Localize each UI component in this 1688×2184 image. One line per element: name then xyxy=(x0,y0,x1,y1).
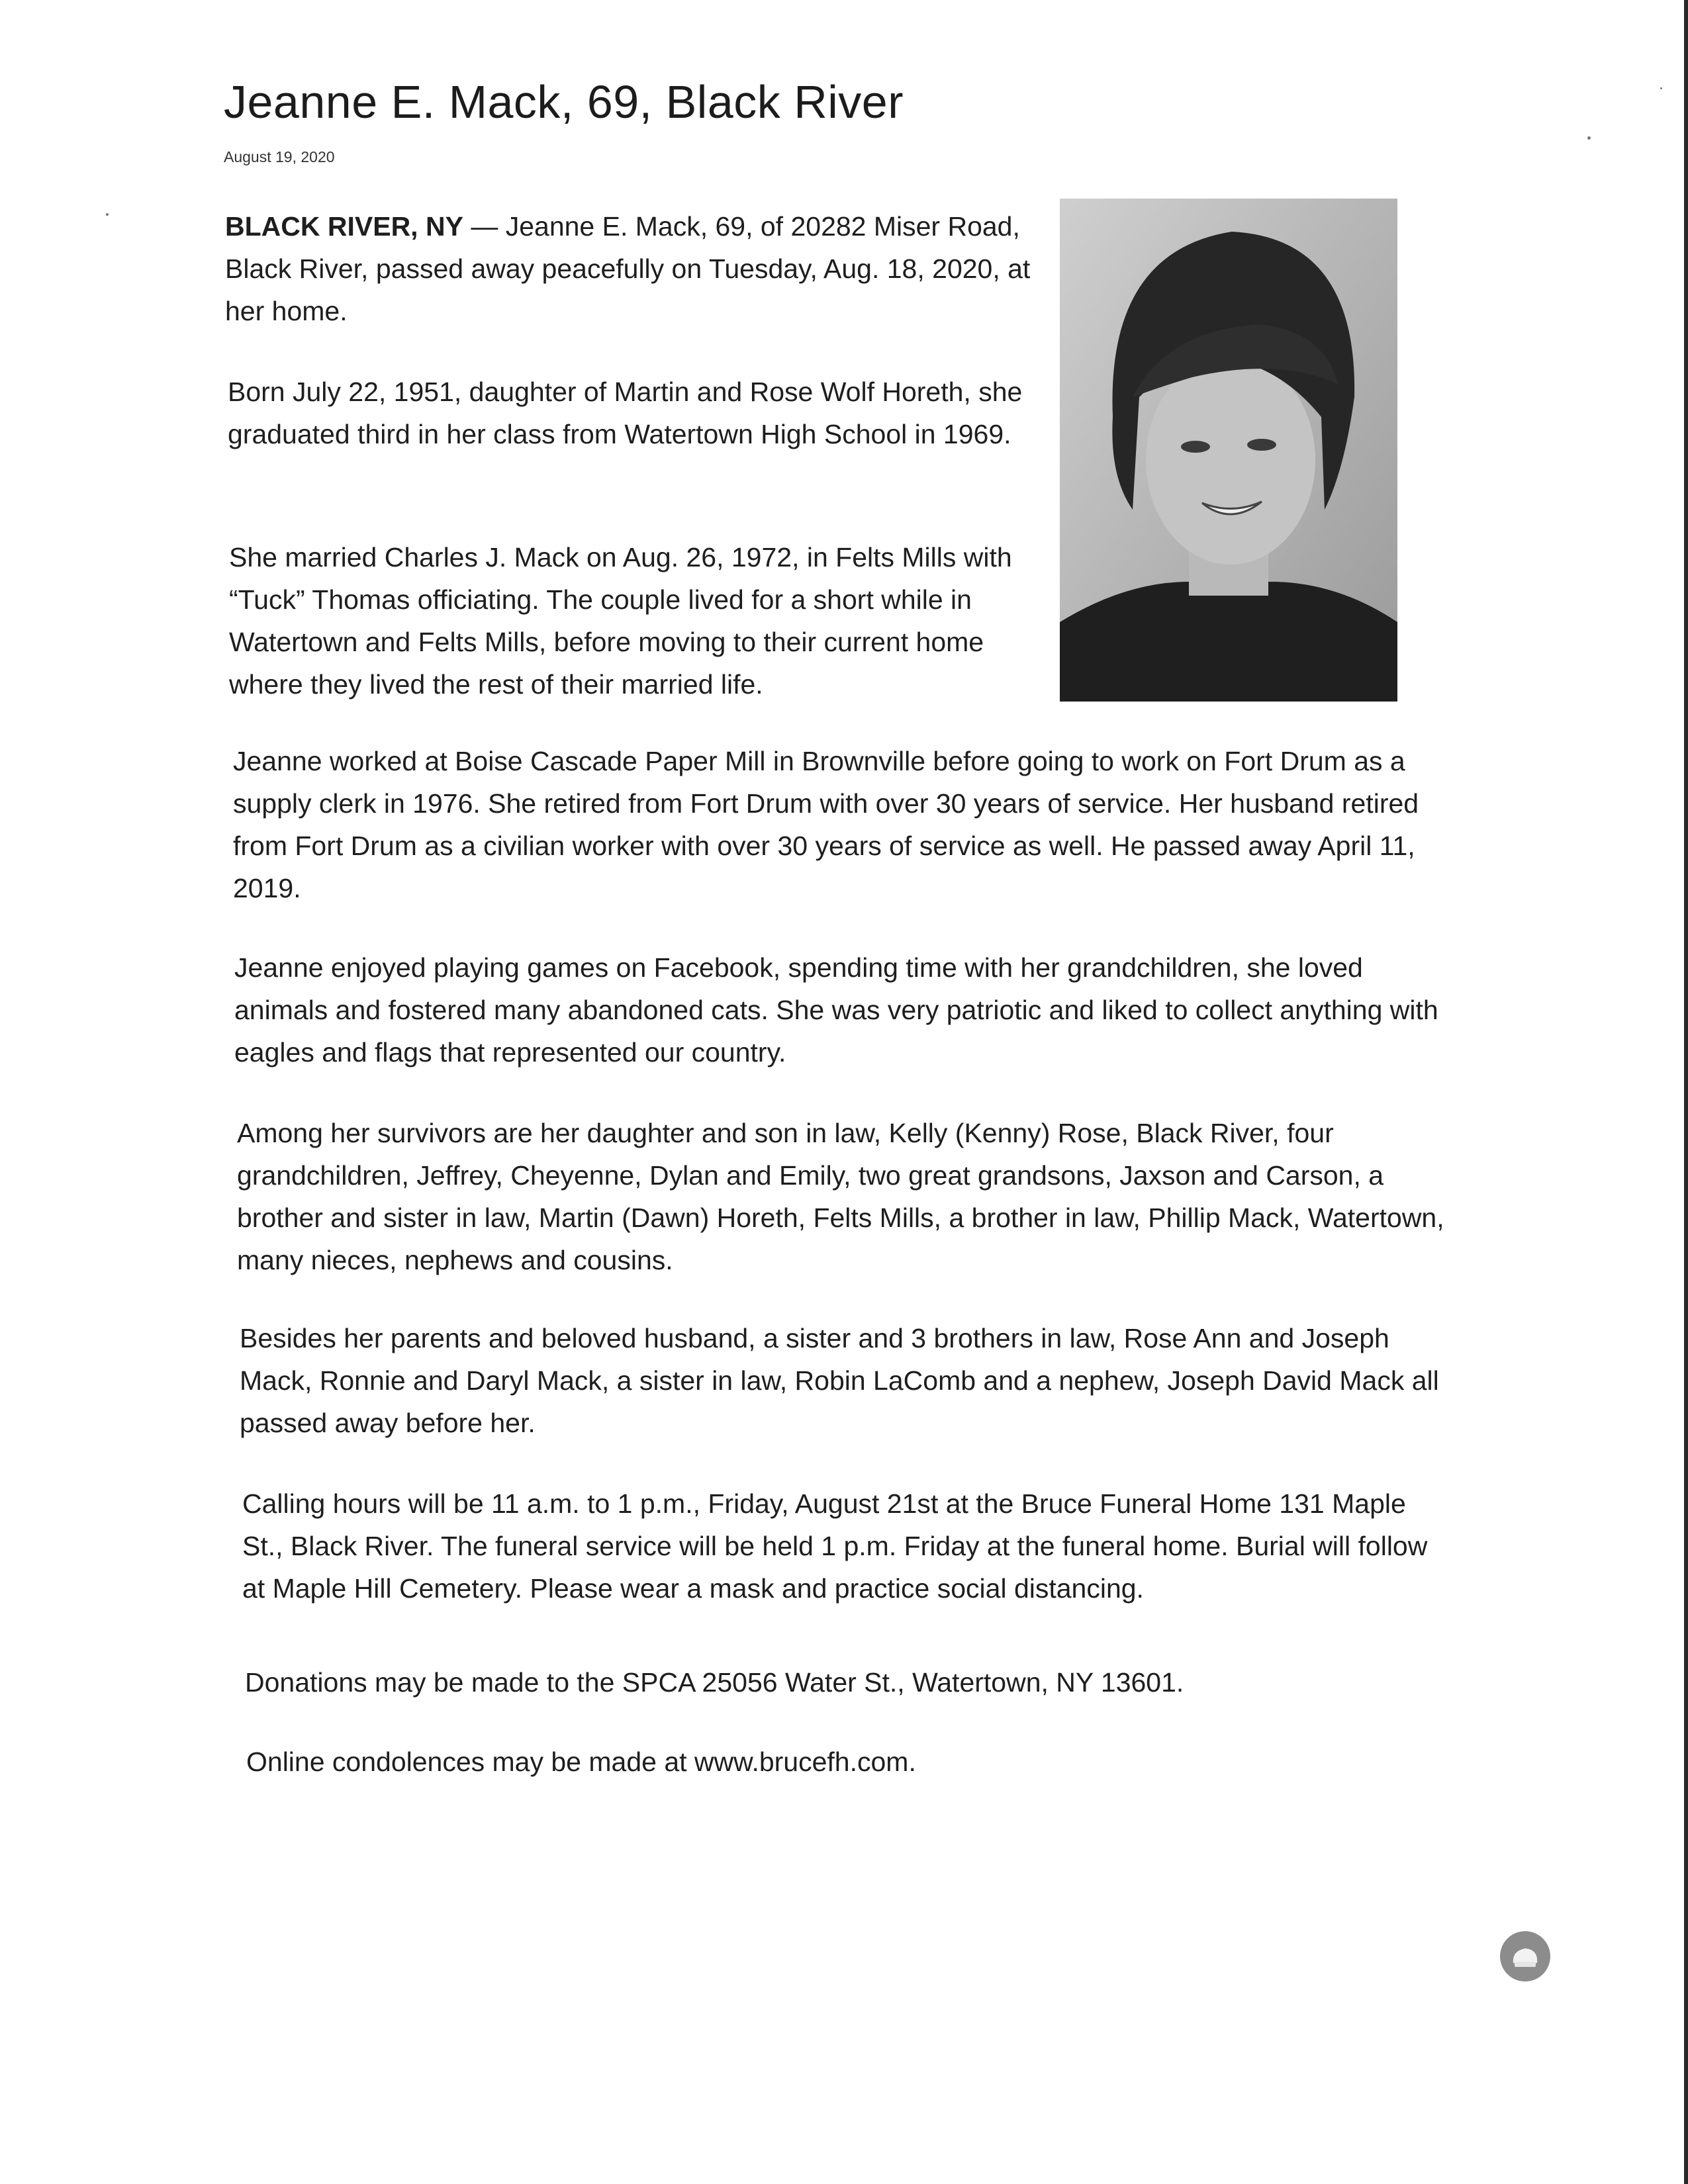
page-title: Jeanne E. Mack, 69, Black River xyxy=(224,76,904,128)
publish-date: August 19, 2020 xyxy=(224,148,335,165)
obituary-paragraph: Among her survivors are her daughter and son in law, Kelly (Kenny) Rose, Black River, four grandchildren, Jeffrey, Cheyenne, Dylan and Emily, two great grandsons, Jaxson and Carson, a brother and sister in law, Martin (Dawn) Horeth, Felts Mills, a brother in law, Phillip Mack, Watertown, many nieces, nephews and cousins. xyxy=(237,1118,1444,1275)
obituary-paragraph: Calling hours will be 11 a.m. to 1 p.m., Friday, August 21st at the Bruce Funeral Home 131 Maple St., Black River. The funeral service will be held 1 p.m. Friday at the funeral home. Burial will follow at Maple Hill Cemetery. Please wear a mask and practice social distancing. xyxy=(242,1488,1428,1604)
scanner-badge-icon xyxy=(1500,1931,1550,1981)
page-edge xyxy=(1684,0,1688,2184)
scan-speck xyxy=(106,213,109,216)
obituary-paragraph xyxy=(225,205,1033,332)
obituary-paragraph: Online condolences may be made at www.brucefh.com. xyxy=(246,1747,916,1777)
scan-speck xyxy=(1587,136,1591,140)
obituary-paragraph: She married Charles J. Mack on Aug. 26, 1972, in Felts Mills with “Tuck” Thomas officiating. The couple lived for a short while in Watertown and Felts Mills, before moving to their current home where they lived the rest of their married life. xyxy=(229,542,1012,700)
obituary-paragraph: Donations may be made to the SPCA 25056 Water St., Watertown, NY 13601. xyxy=(245,1667,1184,1698)
dateline: BLACK RIVER, NY xyxy=(225,211,463,242)
obituary-paragraph: Born July 22, 1951, daughter of Martin and Rose Wolf Horeth, she graduated third in her class from Watertown High School in 1969. xyxy=(228,377,1023,449)
portrait-photo xyxy=(1060,199,1397,702)
obituary-paragraph: Jeanne enjoyed playing games on Facebook, spending time with her grandchildren, she loved animals and fostered many abandoned cats. She was very patriotic and liked to collect anything with eagles and flags that represented our country. xyxy=(234,952,1438,1068)
obituary-paragraph: Jeanne worked at Boise Cascade Paper Mill in Brownville before going to work on Fort Drum as a supply clerk in 1976. She retired from Fort Drum with over 30 years of service. Her husband retired from Fort Drum as a civilian worker with over 30 years of service as well. He passed away April 11, 2019. xyxy=(233,746,1419,903)
article-header xyxy=(224,73,1415,166)
obituary-paragraph: Besides her parents and beloved husband, a sister and 3 brothers in law, Rose Ann and Joseph Mack, Ronnie and Daryl Mack, a sister in law, Robin LaComb and a nephew, Joseph David Mack all passed away before her. xyxy=(240,1323,1439,1438)
scan-speck xyxy=(1660,87,1662,89)
paragraph-text: — Jeanne E. Mack, 69, of 20282 Miser Road, Black River, passed away peacefully on Tuesday, Aug. 18, 2020, at her home. xyxy=(225,211,1031,326)
